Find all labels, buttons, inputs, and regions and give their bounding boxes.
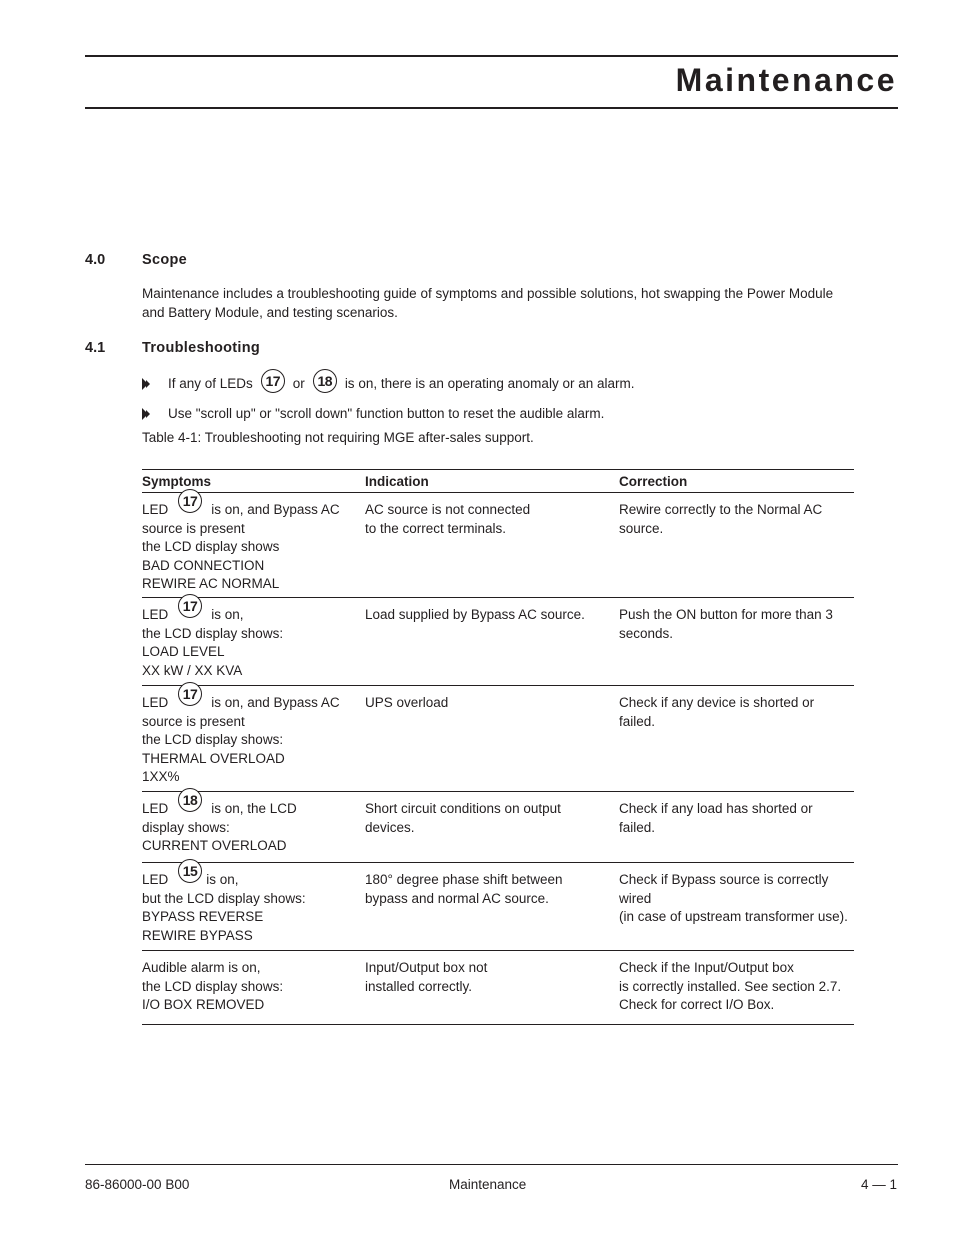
led-18-icon: 18 <box>178 788 202 812</box>
symptom-text: is on, <box>206 872 239 887</box>
section-title-troubleshooting: Troubleshooting <box>142 340 261 356</box>
column-header-symptoms: Symptoms <box>142 474 212 489</box>
footer-doc-number: 86-86000-00 B00 <box>85 1177 190 1192</box>
bullet-icon <box>142 378 150 390</box>
led-17-icon: 17 <box>261 369 285 393</box>
indication-line: installed correctly. <box>365 978 473 994</box>
symptom-text: is on, the LCD <box>211 801 297 816</box>
symptom-cell <box>142 685 360 787</box>
page-title: Maintenance <box>675 62 897 98</box>
bullet-text: or <box>292 376 305 391</box>
symptom-prefix: LED <box>142 607 169 622</box>
footer-rule <box>85 1164 898 1165</box>
correction-line: Push the ON button for more than 3 <box>619 607 833 622</box>
header-top-rule <box>85 55 898 57</box>
correction-line: seconds. <box>619 625 674 641</box>
symptom-line: REWIRE AC NORMAL <box>142 576 280 592</box>
symptom-line: the LCD display shows <box>142 539 280 555</box>
indication-line: UPS overload <box>365 695 449 710</box>
bullet-reset-alarm <box>142 404 604 424</box>
indication-line: Short circuit conditions on output <box>365 801 561 816</box>
led-15-icon: 15 <box>178 859 202 883</box>
correction-line: source. <box>619 520 664 536</box>
correction-line: Check if the Input/Output box <box>619 960 794 975</box>
table-row <box>142 792 854 863</box>
table-row <box>142 863 854 951</box>
indication-line: Load supplied by Bypass AC source. <box>365 607 585 622</box>
symptom-line: BYPASS REVERSE <box>142 909 264 925</box>
symptom-cell <box>142 597 360 680</box>
symptom-first-line <box>142 492 360 520</box>
symptom-first-line <box>142 685 360 713</box>
symptom-line: XX kW / XX KVA <box>142 662 243 678</box>
symptom-line: the LCD display shows: <box>142 978 284 994</box>
correction-cell <box>619 606 859 643</box>
indication-cell <box>365 606 605 625</box>
symptom-text: is on, and Bypass AC <box>211 695 340 710</box>
symptom-cell <box>142 959 360 1015</box>
indication-cell <box>365 959 605 996</box>
symptom-cell <box>142 791 360 856</box>
table-row <box>142 493 854 598</box>
symptom-line: I/O BOX REMOVED <box>142 997 265 1013</box>
symptom-line: BAD CONNECTION <box>142 557 265 573</box>
indication-line: AC source is not connected <box>365 502 531 517</box>
symptom-line: 1XX% <box>142 769 180 785</box>
symptom-cell <box>142 492 360 594</box>
correction-line: Check if any load has shorted or <box>619 801 813 816</box>
correction-cell <box>619 800 859 837</box>
symptom-line: source is present <box>142 520 245 536</box>
footer-section-name: Maintenance <box>449 1177 527 1192</box>
correction-cell <box>619 871 859 927</box>
correction-cell <box>619 501 859 538</box>
symptom-prefix: LED <box>142 695 169 710</box>
led-18-icon: 18 <box>313 369 337 393</box>
bullet-text: Use "scroll up" or "scroll down" function button to reset the audible alarm. <box>168 406 605 421</box>
correction-line: Rewire correctly to the Normal AC <box>619 502 823 517</box>
header-bottom-rule <box>85 107 898 109</box>
correction-line: wired <box>619 890 652 906</box>
symptom-line: LOAD LEVEL <box>142 644 225 660</box>
table-row <box>142 686 854 792</box>
symptom-line: Audible alarm is on, <box>142 960 261 975</box>
correction-line: Check if Bypass source is correctly <box>619 872 829 887</box>
indication-cell <box>365 501 605 538</box>
table-row <box>142 598 854 686</box>
led-17-icon: 17 <box>178 594 202 618</box>
correction-line: is correctly installed. See section 2.7. <box>619 978 842 994</box>
symptom-line: but the LCD display shows: <box>142 890 306 906</box>
symptom-line: source is present <box>142 713 245 729</box>
correction-line: (in case of upstream transformer use). <box>619 909 848 925</box>
section-number-troubleshooting: 4.1 <box>85 340 106 356</box>
bullet-text: If any of LEDs <box>168 376 253 391</box>
correction-cell <box>619 694 859 731</box>
symptom-line: THERMAL OVERLOAD <box>142 750 285 766</box>
scope-paragraph-line: Maintenance includes a troubleshooting guide of symptoms and possible solutions, hot swapping the Power Module <box>142 286 834 301</box>
indication-cell <box>365 800 605 837</box>
table-body <box>142 493 854 1025</box>
indication-line: to the correct terminals. <box>365 520 507 536</box>
indication-line: bypass and normal AC source. <box>365 890 549 906</box>
table-caption: Table 4-1: Troubleshooting not requiring MGE after-sales support. <box>142 430 534 445</box>
indication-line: 180° degree phase shift between <box>365 872 563 887</box>
scope-paragraph <box>142 284 862 322</box>
symptom-text: is on, <box>211 607 244 622</box>
symptom-first-line <box>142 791 360 819</box>
symptom-prefix: LED <box>142 801 169 816</box>
column-header-indication: Indication <box>365 474 429 489</box>
symptom-first-line <box>142 862 360 890</box>
section-title-scope: Scope <box>142 252 188 268</box>
bullet-text: is on, there is an operating anomaly or an alarm. <box>344 376 635 391</box>
correction-line: Check for correct I/O Box. <box>619 997 775 1013</box>
symptom-prefix: LED <box>142 502 169 517</box>
symptom-line: CURRENT OVERLOAD <box>142 838 287 854</box>
footer-page-number: 4 — 1 <box>860 1177 897 1192</box>
led-17-icon: 17 <box>178 682 202 706</box>
indication-cell <box>365 694 605 713</box>
bullet-icon <box>142 408 150 420</box>
troubleshooting-table <box>142 469 854 1025</box>
symptom-cell <box>142 862 360 945</box>
symptom-line: display shows: <box>142 819 230 835</box>
correction-line: Check if any device is shorted or <box>619 695 815 710</box>
table-row <box>142 951 854 1025</box>
section-number-scope: 4.0 <box>85 252 106 268</box>
bullet-led-anomaly <box>142 372 634 396</box>
indication-cell <box>365 871 605 908</box>
indication-line: Input/Output box not <box>365 960 488 975</box>
indication-line: devices. <box>365 819 415 835</box>
symptom-text: is on, and Bypass AC <box>211 502 340 517</box>
correction-cell <box>619 959 859 1015</box>
symptom-prefix: LED <box>142 872 169 887</box>
symptom-first-line <box>142 597 360 625</box>
symptom-line: REWIRE BYPASS <box>142 927 253 943</box>
column-header-correction: Correction <box>619 474 688 489</box>
symptom-line: the LCD display shows: <box>142 625 284 641</box>
scope-paragraph-line: and Battery Module, and testing scenarios. <box>142 305 398 320</box>
led-17-icon: 17 <box>178 489 202 513</box>
symptom-line: the LCD display shows: <box>142 732 284 748</box>
table-header-row <box>142 469 854 493</box>
correction-line: failed. <box>619 713 656 729</box>
correction-line: failed. <box>619 819 656 835</box>
